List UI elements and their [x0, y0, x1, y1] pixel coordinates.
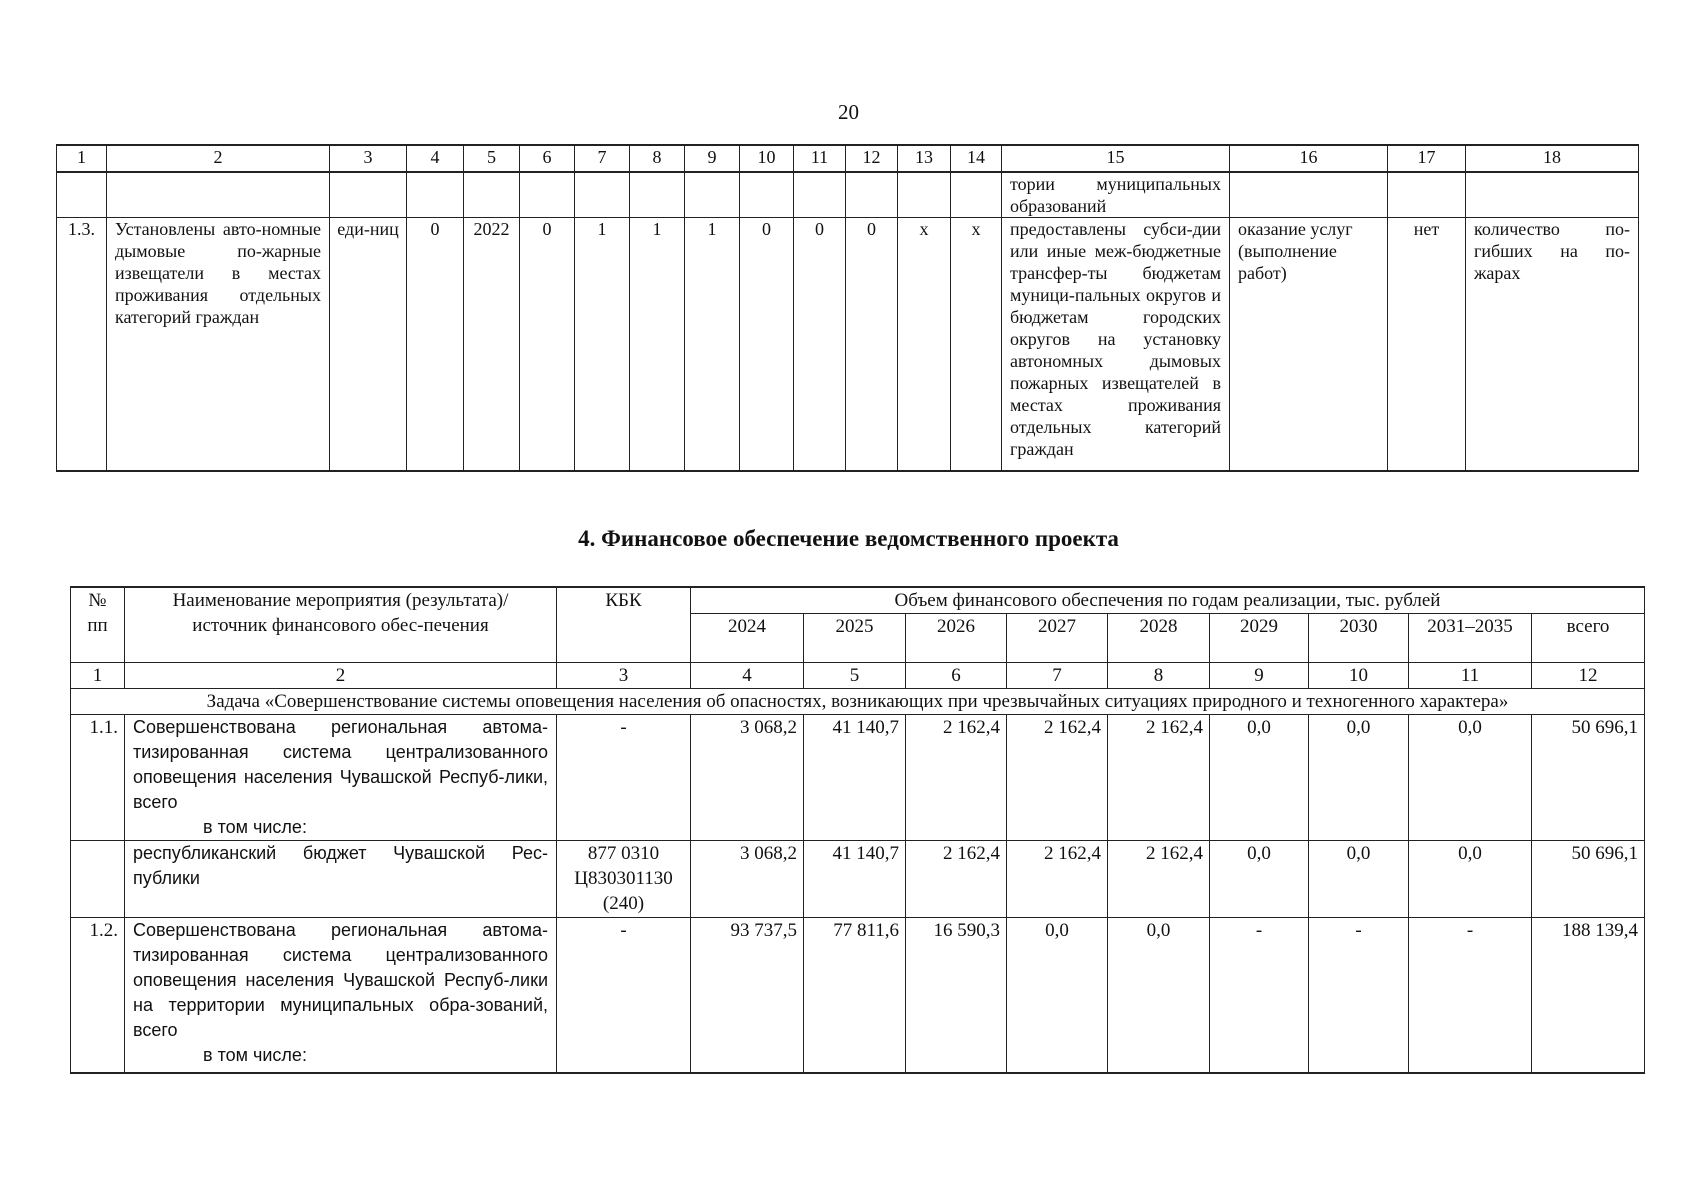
amount-cell: - [1309, 918, 1409, 1073]
empty-cell [107, 172, 330, 218]
measure-name-text: Совершенствована региональная автома-тизированная система централизованного оповещения населения Чувашской Респуб-лики, всего [133, 717, 548, 812]
value-cell: 1 [575, 218, 630, 471]
value-cell: 0 [794, 218, 846, 471]
value-cell: 0 [846, 218, 898, 471]
table1-header-cell: 13 [898, 145, 951, 172]
table-row [71, 715, 1645, 841]
empty-cell [740, 172, 794, 218]
amount-cell: 2 162,4 [1007, 715, 1108, 841]
empty-cell [951, 172, 1002, 218]
table1-header-cell: 16 [1230, 145, 1388, 172]
linked-indicator: количество по-гибших на по-жарах [1466, 218, 1639, 471]
table1-header-cell: 6 [520, 145, 575, 172]
amount-cell: 0,0 [1007, 918, 1108, 1073]
amount-cell: 2 162,4 [1108, 715, 1210, 841]
amount-cell: 0,0 [1409, 715, 1532, 841]
amount-cell: 0,0 [1309, 841, 1409, 918]
result-type: оказание услуг (выполнение работ) [1230, 218, 1388, 471]
page-number: 20 [838, 100, 859, 124]
table1-header-cell: 3 [330, 145, 407, 172]
amount-cell: 41 140,7 [804, 715, 906, 841]
table1-header-cell: 2 [107, 145, 330, 172]
column-number: 11 [1409, 663, 1532, 689]
empty-cell [685, 172, 740, 218]
table1-header-cell: 15 [1002, 145, 1230, 172]
value-cell: 1 [685, 218, 740, 471]
amount-cell: 0,0 [1409, 841, 1532, 918]
amount-cell: 2 162,4 [906, 841, 1007, 918]
header-year: 2030 [1309, 614, 1409, 663]
header-year: 2024 [691, 614, 804, 663]
measure-name [125, 715, 557, 841]
empty-cell [407, 172, 464, 218]
table2-header-row-1 [71, 587, 1645, 614]
value-cell: х [898, 218, 951, 471]
amount-total: 50 696,1 [1532, 841, 1645, 918]
column-number: 8 [1108, 663, 1210, 689]
row-number [71, 841, 125, 918]
amount-cell: 2 162,4 [1108, 841, 1210, 918]
header-year: 2025 [804, 614, 906, 663]
table1-header-cell: 8 [630, 145, 685, 172]
base-value: 0 [407, 218, 464, 471]
in-that-number: в том числе: [203, 1045, 307, 1065]
row-number: 1.3. [57, 218, 107, 471]
table1-row-1-3 [57, 218, 1639, 471]
header-num: № пп [71, 587, 125, 663]
result-name: Установлены авто-номные дымовые по-жарные извещатели в местах проживания отдельных категорий граждан [107, 218, 330, 471]
header-year: 2028 [1108, 614, 1210, 663]
header-year: 2026 [906, 614, 1007, 663]
column-number: 10 [1309, 663, 1409, 689]
empty-cell [57, 172, 107, 218]
empty-cell [846, 172, 898, 218]
financing-table [70, 586, 1645, 1074]
header-name: Наименование мероприятия (результата)/источник финансового обес-печения [125, 587, 557, 663]
table1-header-cell: 17 [1388, 145, 1466, 172]
amount-cell: - [1409, 918, 1532, 1073]
kbk-code: - [557, 918, 691, 1073]
task-title: Задача «Совершенствование системы оповещения населения об опасностях, возникающих при чрезвычайных ситуациях природного и техногенного характера» [71, 689, 1645, 715]
empty-cell [520, 172, 575, 218]
amount-cell: 77 811,6 [804, 918, 906, 1073]
table-row [71, 918, 1645, 1073]
table1-header-cell: 12 [846, 145, 898, 172]
amount-cell: 0,0 [1210, 841, 1309, 918]
header-kbk: КБК [557, 587, 691, 663]
table1-header-cell: 7 [575, 145, 630, 172]
amount-total: 188 139,4 [1532, 918, 1645, 1073]
row-number: 1.2. [71, 918, 125, 1073]
empty-cell [1230, 172, 1388, 218]
amount-cell: 93 737,5 [691, 918, 804, 1073]
empty-cell [1466, 172, 1639, 218]
column-number: 7 [1007, 663, 1108, 689]
amount-cell: 3 068,2 [691, 715, 804, 841]
unit-of-measure: еди-ниц [330, 218, 407, 471]
kbk-code: 877 0310 Ц830301130 (240) [557, 841, 691, 918]
amount-cell: 3 068,2 [691, 841, 804, 918]
header-year: 2027 [1007, 614, 1108, 663]
kbk-code: - [557, 715, 691, 841]
measure-name-text: Совершенствована региональная автома-тизированная система централизованного оповещения населения Чувашской Респуб-лики на территории муниципальных обра-зований, всего [133, 920, 548, 1040]
header-year: 2031–2035 [1409, 614, 1532, 663]
empty-cell [464, 172, 520, 218]
funding-source: республиканский бюджет Чувашской Рес-публики [125, 841, 557, 918]
amount-cell: 0,0 [1108, 918, 1210, 1073]
in-that-number: в том числе: [203, 817, 307, 837]
column-number: 6 [906, 663, 1007, 689]
base-year: 2022 [464, 218, 520, 471]
value-cell: 1 [630, 218, 685, 471]
value-cell: 0 [520, 218, 575, 471]
empty-cell [575, 172, 630, 218]
table1-header-cell: 5 [464, 145, 520, 172]
empty-cell [898, 172, 951, 218]
indicators-table [56, 144, 1639, 472]
header-year: 2029 [1210, 614, 1309, 663]
table1-header-cell: 11 [794, 145, 846, 172]
table2-column-numbers [71, 663, 1645, 689]
header-total: всего [1532, 614, 1645, 663]
section-title: 4. Финансовое обеспечение ведомственного проекта [578, 526, 1119, 551]
table2-task-row [71, 689, 1645, 715]
empty-cell [630, 172, 685, 218]
measure-name [125, 918, 557, 1073]
empty-cell [1388, 172, 1466, 218]
result-flag: нет [1388, 218, 1466, 471]
table1-header-cell: 9 [685, 145, 740, 172]
result-description: предоставлены субси-дии или иные меж-бюджетные трансфер-ты бюджетам муници-пальных округов и бюджетам городских округов на установку автономных дымовых пожарных извещателей в местах проживания отдельных категорий граждан [1002, 218, 1230, 471]
table1-header-cell: 1 [57, 145, 107, 172]
table1-header-row [57, 145, 1639, 172]
column-number: 12 [1532, 663, 1645, 689]
table-row [71, 841, 1645, 918]
table1-header-cell: 4 [407, 145, 464, 172]
amount-cell: 2 162,4 [906, 715, 1007, 841]
value-cell: 0 [740, 218, 794, 471]
amount-cell: 41 140,7 [804, 841, 906, 918]
table1-header-cell: 10 [740, 145, 794, 172]
amount-cell: - [1210, 918, 1309, 1073]
amount-cell: 0,0 [1309, 715, 1409, 841]
amount-total: 50 696,1 [1532, 715, 1645, 841]
column-number: 5 [804, 663, 906, 689]
column-number: 1 [71, 663, 125, 689]
value-cell: х [951, 218, 1002, 471]
table1-continuation-row [57, 172, 1639, 218]
amount-cell: 16 590,3 [906, 918, 1007, 1073]
empty-cell [330, 172, 407, 218]
column-number: 2 [125, 663, 557, 689]
empty-cell [794, 172, 846, 218]
row-number: 1.1. [71, 715, 125, 841]
column-number: 9 [1210, 663, 1309, 689]
column-number: 3 [557, 663, 691, 689]
table1-header-cell: 14 [951, 145, 1002, 172]
amount-cell: 2 162,4 [1007, 841, 1108, 918]
table1-header-cell: 18 [1466, 145, 1639, 172]
column-number: 4 [691, 663, 804, 689]
header-volume: Объем финансового обеспечения по годам реализации, тыс. рублей [691, 587, 1645, 614]
continuation-text: тории муниципальных образований [1002, 172, 1230, 218]
amount-cell: 0,0 [1210, 715, 1309, 841]
